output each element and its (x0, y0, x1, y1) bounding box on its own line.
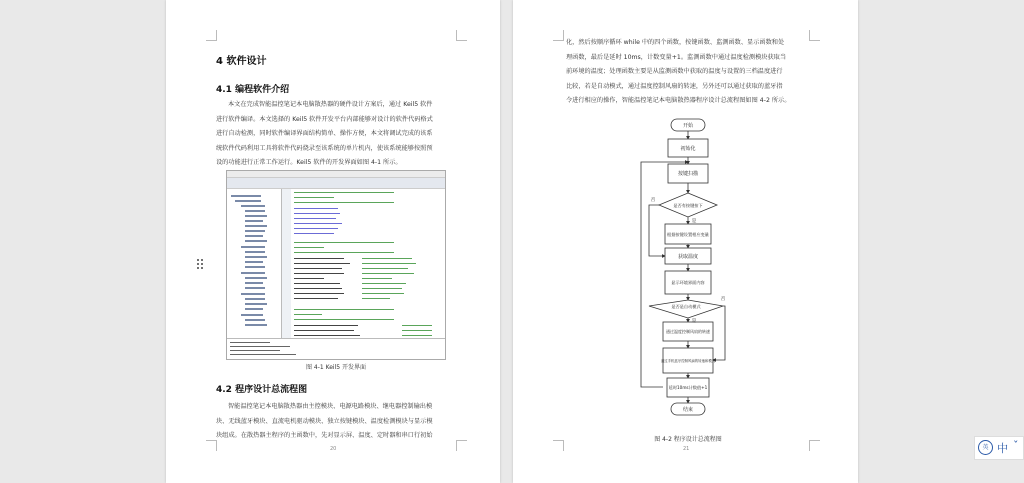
para-line: 块组成。在散热器主程序的主函数中，先对显示屏、温度、定时器和串口行初始 (216, 432, 433, 439)
para-line: 令进行相应的操作，智能温控笔记本电脑散热器程序设计总流程图如图 4-2 所示。 (566, 97, 791, 104)
para-line: 设的功能进行正常工作运行。Keil5 软件的开发界面如图 4-1 所示。 (216, 159, 402, 166)
page-number: 20 (330, 446, 337, 452)
para-line: 化，然后按顺序循环 while 中的四个函数，按键函数、监测函数、显示函数和处 (566, 39, 785, 46)
section-heading: 4.1 编程软件介绍 (216, 85, 290, 95)
para-line: 统软件代码利用工具将软件代码烧录至该系统的单片机内，使该系统能够按照预 (216, 144, 433, 152)
para-line: 进行软件编译。本文选择的 Keil5 软件开发平台内部能够对设计的软件代码格式 (216, 115, 433, 123)
flow-key-scan-text: 按键扫描 (677, 171, 699, 177)
section-heading: 4.2 程序设计总流程图 (216, 385, 308, 395)
crop-mark (456, 30, 467, 41)
para-line: 比较，若是自动模式，通过温度控制风扇的转速，另外还可以通过获取的蓝牙指 (566, 82, 783, 90)
ide-menubar (227, 171, 445, 178)
flow-set-temp-text: 根据按键设置相应变量 (667, 232, 709, 237)
ime-logo-icon[interactable]: 英 (978, 440, 993, 455)
figure-caption-4-2: 图 4-2 程序设计总流程图 (654, 436, 722, 443)
keil5-ide-screenshot (226, 170, 446, 360)
flow-yes-label: 是 (691, 219, 697, 224)
para-line: 前环境的温度；处理函数主要是从监测函数中获取的温度与设置的三档温度进行 (566, 68, 783, 75)
ime-punct-toggle[interactable]: ˇ (1013, 439, 1019, 452)
chapter-heading: 4 软件设计 (216, 56, 267, 67)
para-line: 智能温控笔记本电脑散热器由主控模块、电源电路模块、继电器控制输出模 (228, 403, 433, 410)
flow-get-temp-text: 获取温度 (677, 254, 699, 260)
paragraph-keil-intro (216, 98, 460, 171)
paragraph-program-design (216, 400, 460, 444)
drag-handle-icon[interactable] (196, 258, 204, 270)
flow-delay-text: 延时10ms计数值+1 (668, 385, 708, 390)
ide-toolbar (227, 178, 445, 189)
crop-mark (206, 30, 217, 41)
flow-bt-ctrl-text: 通过手机蓝牙控制风扇的转速和模式 (660, 359, 716, 363)
flow-auto-ctrl-text: 通过温度控制风扇的转速 (666, 329, 710, 334)
document-page-right (513, 0, 858, 483)
flow-decision-auto-text: 是否是自动模式 (671, 304, 701, 309)
flow-no-label: 否 (720, 297, 726, 302)
ide-code-editor (282, 189, 445, 339)
ime-indicator[interactable] (974, 436, 1024, 460)
para-line: 块、无线蓝牙模块、直流电机驱动模块、独立按键模块、温度检测模块与显示模 (216, 417, 433, 425)
para-line: 进行自动检测，同时软件编译界面结构简单、操作方便，本文将调试完成的该系 (216, 130, 433, 137)
program-flowchart (513, 0, 858, 483)
ide-project-tree (227, 189, 282, 339)
flow-yes-label: 是 (691, 319, 697, 324)
ime-lang-toggle[interactable]: 中 (997, 442, 1008, 455)
document-page-left (166, 0, 500, 483)
flow-init-text: 初始化 (680, 146, 696, 152)
para-line: 本文在完成智能温控笔记本电脑散热器的硬件设计方案后，通过 Keil5 软件 (228, 101, 433, 108)
page-number: 21 (683, 446, 690, 452)
para-line: 理函数，最后是延时 10ms，计数变量+1。监测函数中通过温度检测模块获取当 (566, 53, 787, 61)
ide-build-output (227, 338, 445, 359)
flow-end-text: 结束 (682, 407, 694, 413)
flow-no-label: 否 (650, 198, 656, 203)
flow-decision-auto (649, 300, 723, 318)
figure-caption-4-1: 图 4-1 Keil5 开发界面 (305, 364, 366, 371)
flow-start-text: 开始 (682, 123, 694, 129)
flow-decision-key-text: 是否有按键按下 (673, 203, 703, 208)
flow-display-text: 显示环境界面内容 (671, 280, 705, 285)
